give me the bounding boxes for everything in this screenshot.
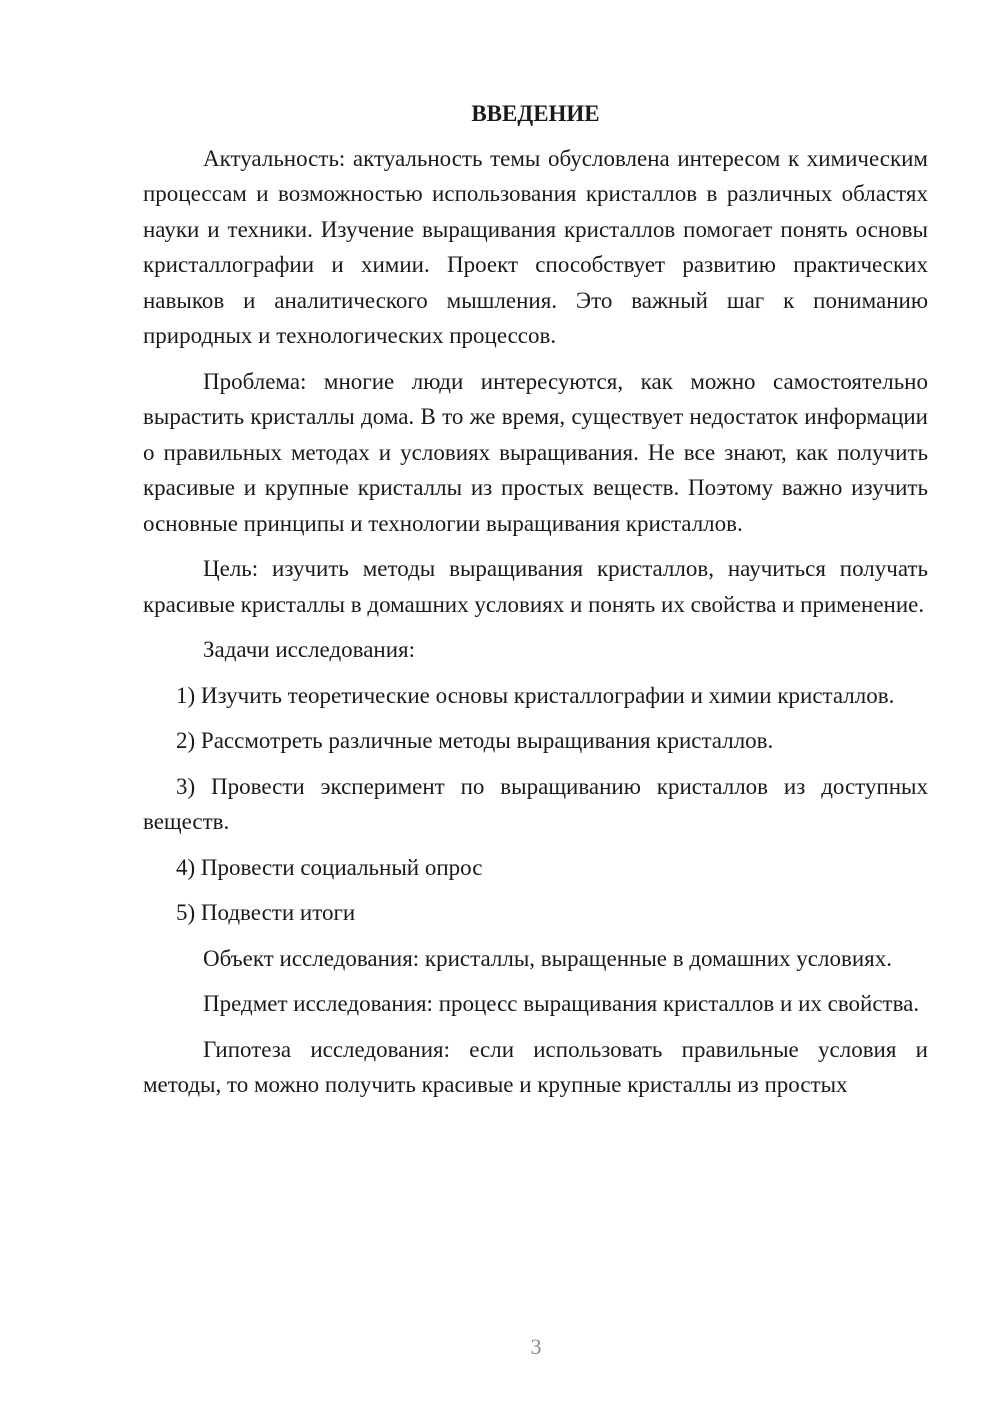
- section-heading: ВВЕДЕНИЕ: [471, 101, 600, 126]
- task-item: 3) Провести эксперимент по выращиванию кристаллов из доступных веществ.: [143, 773, 928, 834]
- page-content: [143, 96, 928, 1113]
- task-item: 1) Изучить теоретические основы кристаллографии и химии кристаллов.: [176, 682, 895, 708]
- task-item: 2) Рассмотреть различные методы выращивания кристаллов.: [176, 728, 774, 753]
- page-number: 3: [530, 1334, 542, 1359]
- problem-paragraph: Проблема: многие люди интересуются, как можно самостоятельно вырастить кристаллы дома. В то же время, существует недостаток информации о правильных методах и условиях выращивания. Не все знают, как получить красивые и крупные кристаллы из простых веществ. Поэтому важно изучить основные принципы и технологии выращивания кристаллов.: [143, 368, 928, 536]
- subject-paragraph: Предмет исследования: процесс выращивания кристаллов и их свойства.: [203, 991, 920, 1016]
- object-paragraph: Объект исследования: кристаллы, выращенные в домашних условиях.: [203, 945, 892, 971]
- relevance-paragraph: Актуальность: актуальность темы обусловлена интересом к химическим процессам и возможностью использования кристаллов в различных областях науки и техники. Изучение выращивания кристаллов помогает понять основы кристаллографии и химии. Проект способствует развитию практических навыков и аналитического мышления. Это важный шаг к пониманию природных и технологических процессов.: [143, 145, 928, 348]
- task-item: 4) Провести социальный опрос: [176, 854, 483, 880]
- task-item: 5) Подвести итоги: [176, 900, 356, 925]
- tasks-heading: Задачи исследования:: [203, 637, 416, 662]
- hypothesis-paragraph: Гипотеза исследования: если использовать правильные условия и методы, то можно получить красивые и крупные кристаллы из простых: [143, 1036, 928, 1097]
- goal-paragraph: Цель: изучить методы выращивания кристаллов, научиться получать красивые кристаллы в домашних условиях и понять их свойства и применение.: [143, 556, 928, 617]
